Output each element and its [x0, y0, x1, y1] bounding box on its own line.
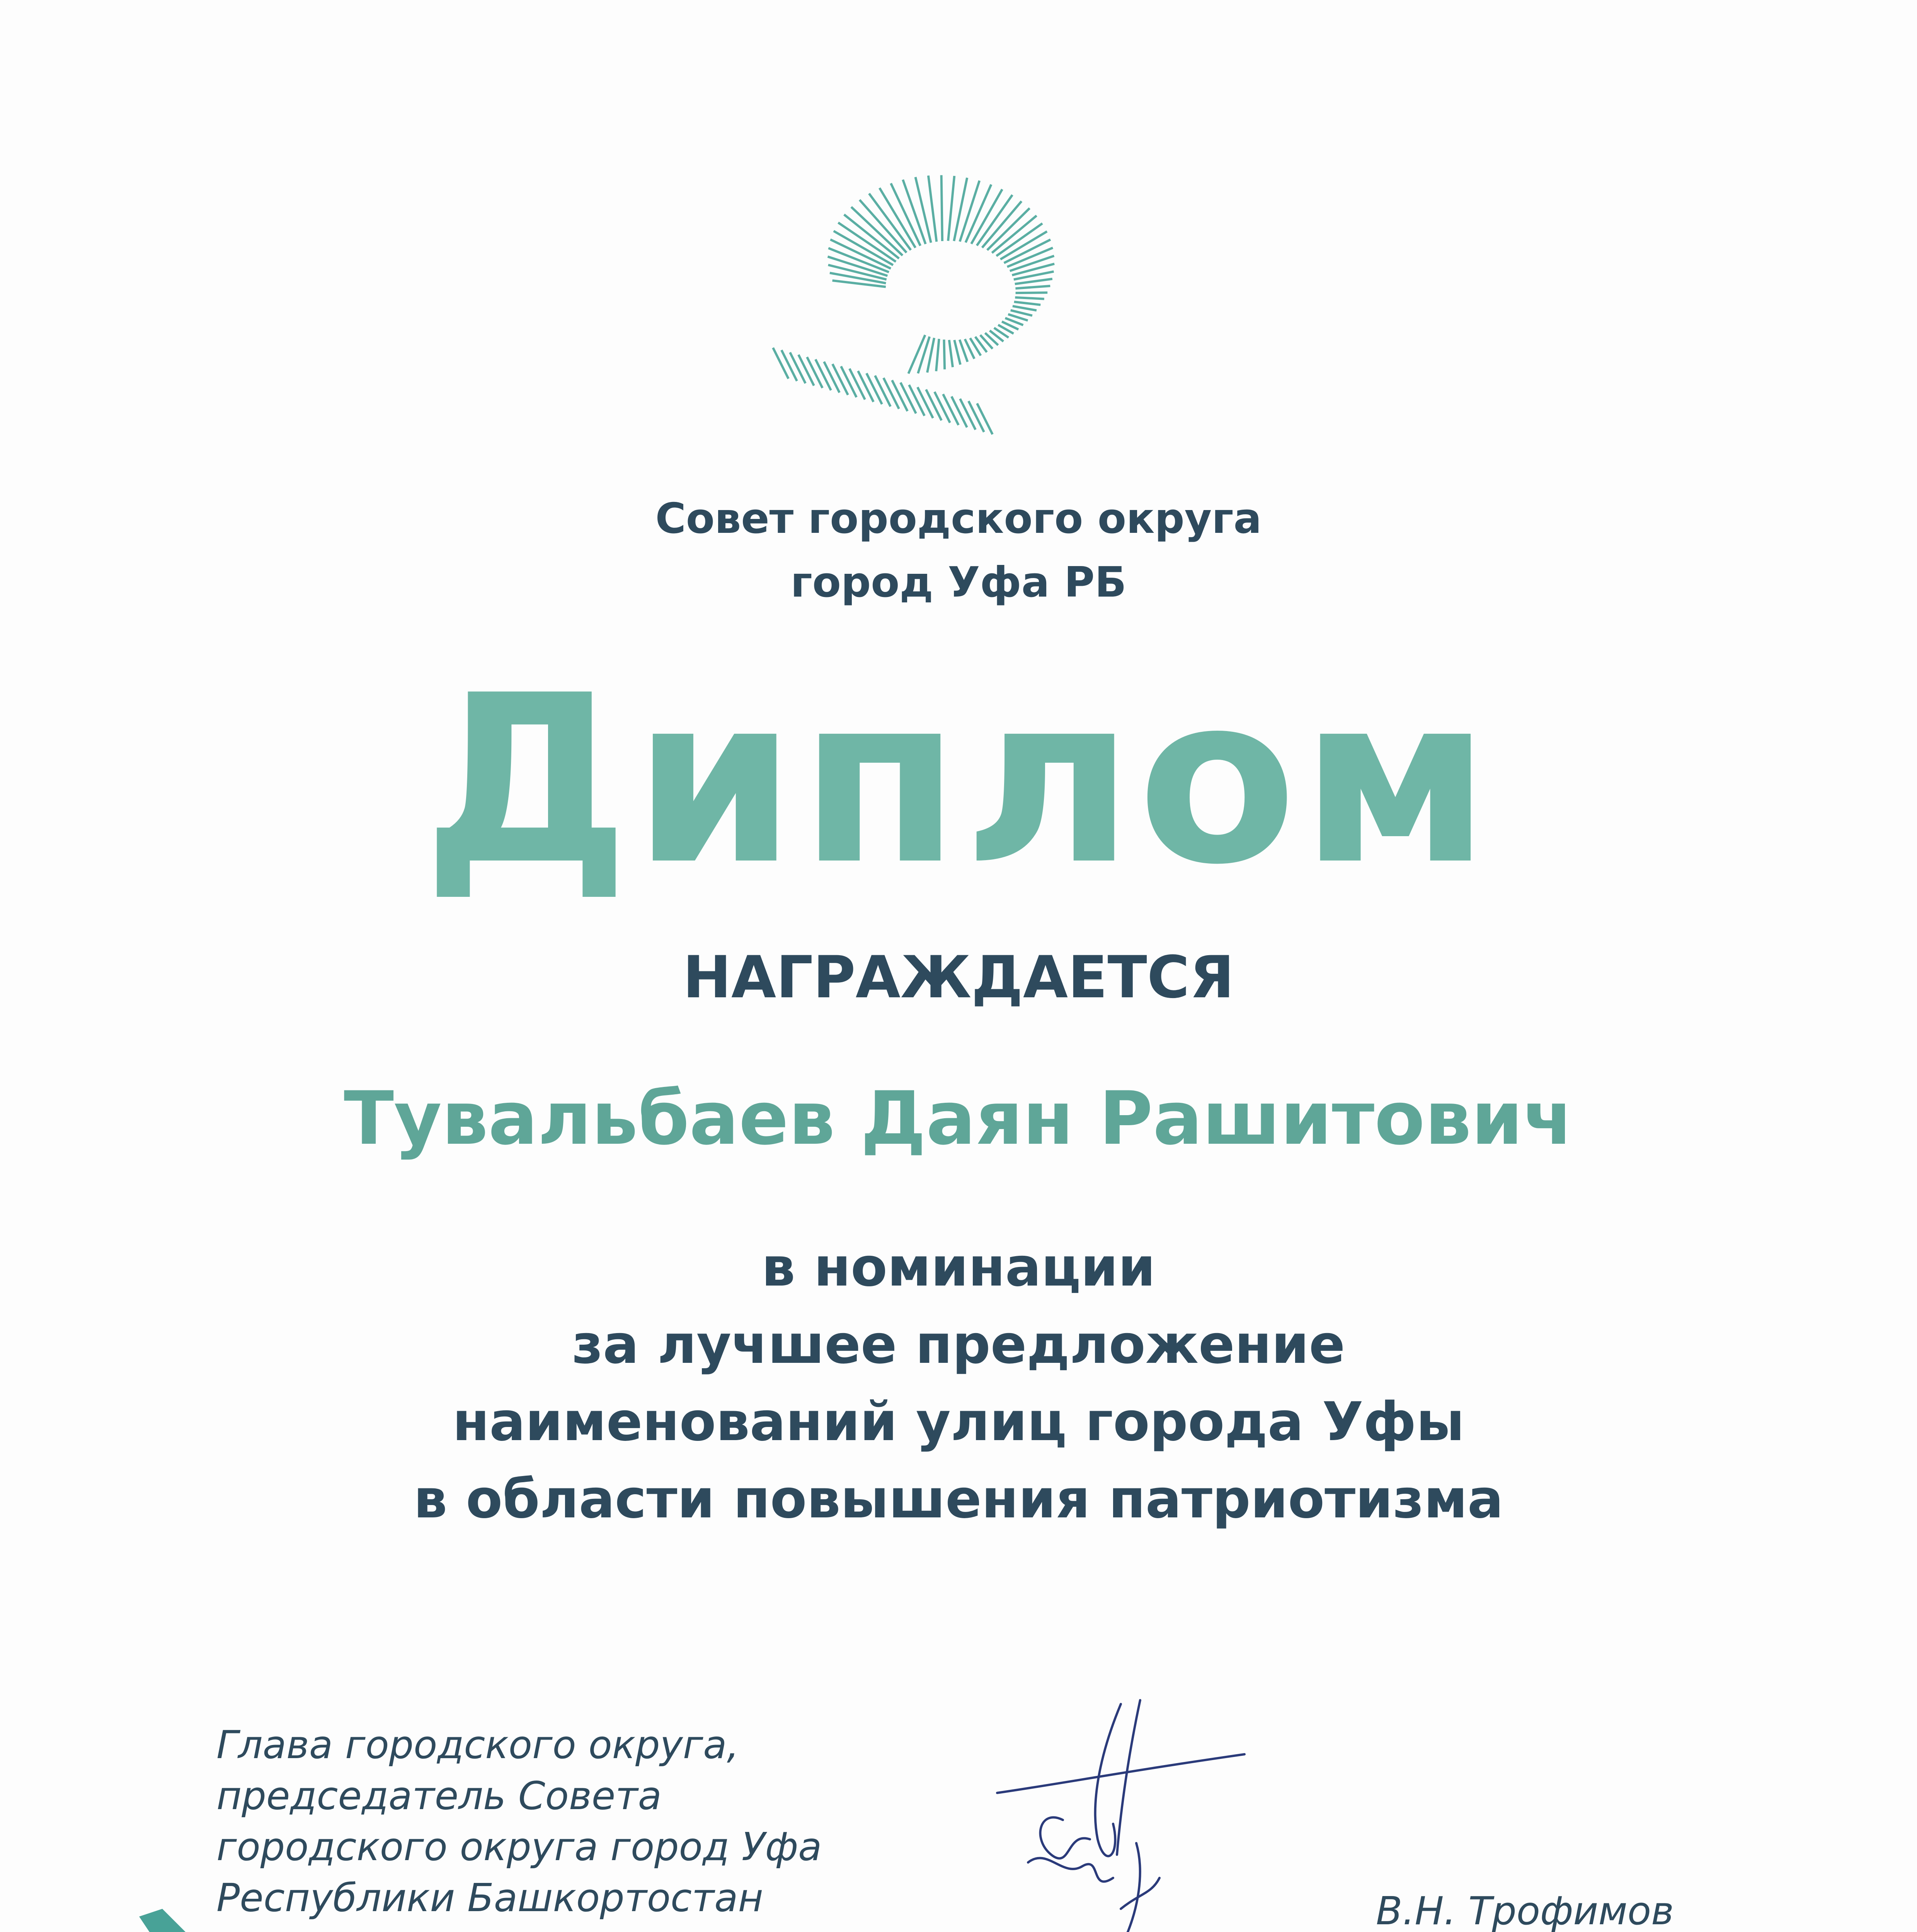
handwritten-signature-icon [974, 1692, 1252, 1932]
signatory-position [216, 1719, 822, 1923]
signatory-name: В.Н. Трофимов [1376, 1888, 1674, 1932]
diploma-title: Диплом [423, 645, 1494, 915]
nomination-text [0, 1229, 1917, 1538]
position-line-1: Глава городского округа, [216, 1722, 739, 1767]
position-line-2: председатель Совета [216, 1773, 662, 1818]
recipient-name: Тувальбаев Даян Рашитович [344, 1076, 1573, 1161]
position-line-3: городского округа город Уфа [216, 1824, 822, 1869]
nomination-line-1: в номинации [761, 1236, 1156, 1298]
position-line-4: Республики Башкортостан [216, 1875, 763, 1920]
radiating-lines-logo-icon [727, 131, 1190, 479]
council-header [0, 487, 1917, 614]
nomination-line-2: за лучшее предложение [572, 1313, 1345, 1376]
nomination-line-4: в области повышения патриотизма [414, 1468, 1503, 1530]
council-line-2: город Уфа РБ [790, 558, 1127, 607]
nomination-line-3: наименований улиц города Уфы [452, 1391, 1465, 1453]
council-line-1: Совет городского округа [655, 495, 1262, 543]
awarded-label: НАГРАЖДАЕТСЯ [683, 944, 1234, 1011]
